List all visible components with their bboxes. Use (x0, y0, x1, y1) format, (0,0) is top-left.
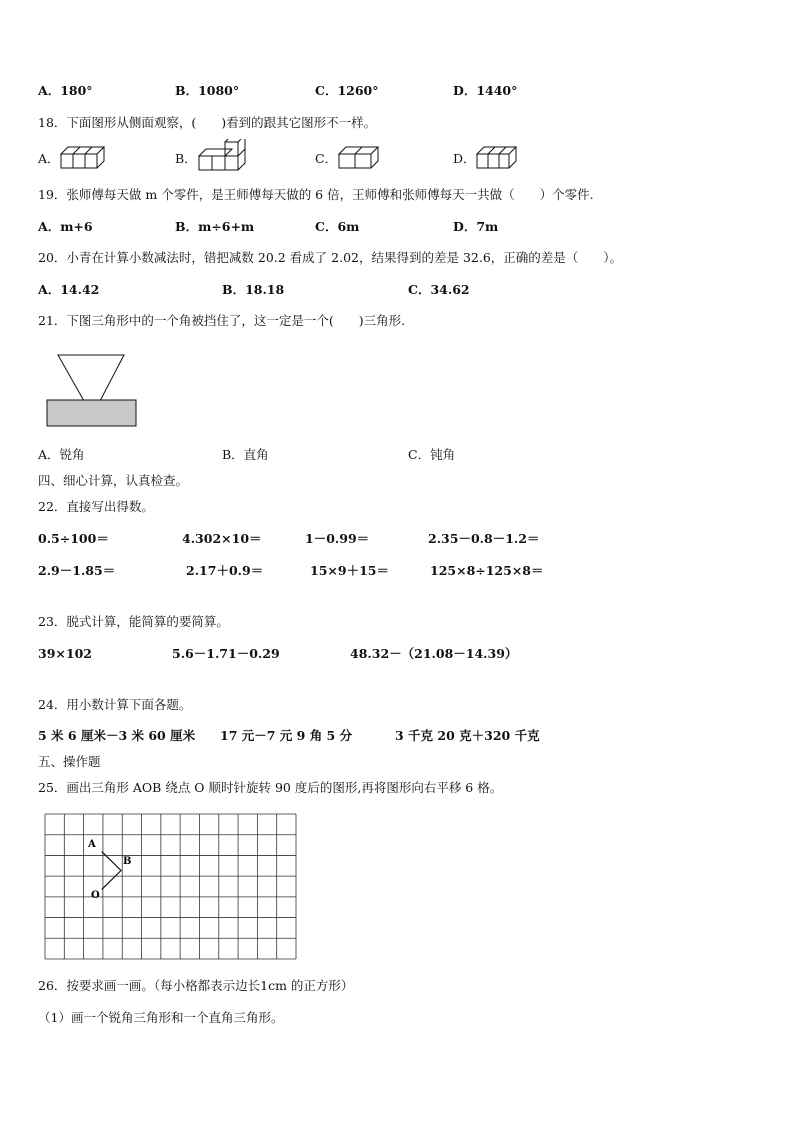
q18-figure-a (60, 145, 112, 171)
label-a: A (88, 839, 96, 850)
q17-option-c[interactable]: C．1260° (315, 83, 379, 98)
q23-item: 5.6－1.71－0.29 (172, 646, 280, 661)
q18-figure-b (198, 139, 250, 173)
q18-figure-c (338, 145, 382, 171)
q23-stem: 23．脱式计算，能简算的要简算。 (38, 614, 229, 629)
q18-stem: 18．下面图形从侧面观察，( )看到的跟其它图形不一样。 (38, 115, 377, 130)
q19-option-d[interactable]: D．7m (453, 219, 499, 234)
q22-item: 2.9－1.85＝ (38, 563, 116, 578)
q24-stem: 24．用小数计算下面各题。 (38, 697, 192, 712)
q18-option-b[interactable]: B． (175, 151, 197, 166)
section-5-heading: 五、操作题 (38, 754, 101, 769)
q23-item: 39×102 (38, 646, 92, 661)
q22-item: 1－0.99＝ (305, 531, 370, 546)
q25-stem: 25．画出三角形 AOB 绕点 O 顺时针旋转 90 度后的图形,再将图形向右平移 6 格。 (38, 780, 503, 795)
q24-item: 3 千克 20 克＋320 千克 (395, 728, 540, 743)
label-b: B (123, 856, 132, 867)
q19-option-b[interactable]: B．m÷6+m (175, 219, 255, 234)
q26-stem: 26．按要求画一画。（每小格都表示边长1cm 的正方形） (38, 978, 354, 993)
q17-option-b[interactable]: B．1080° (175, 83, 240, 98)
q19-option-c[interactable]: C．6m (315, 219, 360, 234)
q21-stem: 21．下图三角形中的一个角被挡住了，这一定是一个( )三角形. (38, 313, 406, 328)
q24-item: 5 米 6 厘米－3 米 60 厘米 (38, 728, 196, 743)
q24-item: 17 元－7 元 9 角 5 分 (220, 728, 353, 743)
section-4-heading: 四、细心计算，认真检查。 (38, 473, 189, 488)
q21-triangle-figure (44, 353, 140, 429)
q18-option-d[interactable]: D． (453, 151, 476, 166)
q20-option-a[interactable]: A．14.42 (38, 282, 100, 297)
q23-item: 48.32－（21.08－14.39） (350, 646, 518, 661)
q19-stem: 19．张师傅每天做 m 个零件，是王师傅每天做的 6 倍，王师傅和张师傅每天一共做（ ）个零件. (38, 187, 594, 202)
q18-option-c[interactable]: C． (315, 151, 338, 166)
triangle-aob (102, 852, 121, 890)
q21-option-b[interactable]: B．直角 (222, 447, 269, 462)
q21-option-c[interactable]: C．钝角 (408, 447, 456, 462)
q20-option-b[interactable]: B．18.18 (222, 282, 285, 297)
q22-item: 2.35－0.8－1.2＝ (428, 531, 540, 546)
q26-sub1: （1）画一个锐角三角形和一个直角三角形。 (38, 1010, 284, 1025)
q22-item: 4.302×10＝ (182, 531, 262, 546)
q18-option-a[interactable]: A． (38, 151, 60, 166)
q21-option-a[interactable]: A．锐角 (38, 447, 85, 462)
q17-option-d[interactable]: D．1440° (453, 83, 518, 98)
q22-item: 2.17＋0.9＝ (186, 563, 264, 578)
q18-figure-d (476, 145, 520, 171)
q22-stem: 22．直接写出得数。 (38, 499, 154, 514)
q20-option-c[interactable]: C．34.62 (408, 282, 470, 297)
q22-item: 15×9＋15＝ (310, 563, 389, 578)
q25-grid[interactable] (44, 813, 298, 960)
q20-stem: 20．小青在计算小数减法时，错把减数 20.2 看成了 2.02，结果得到的差是 32.6，正确的差是（ ）。 (38, 250, 623, 265)
label-o: O (91, 890, 100, 901)
q22-item: 125×8÷125×8＝ (430, 563, 544, 578)
q22-item: 0.5÷100＝ (38, 531, 109, 546)
q17-option-a[interactable]: A．180° (38, 83, 93, 98)
q19-option-a[interactable]: A．m+6 (38, 219, 93, 234)
